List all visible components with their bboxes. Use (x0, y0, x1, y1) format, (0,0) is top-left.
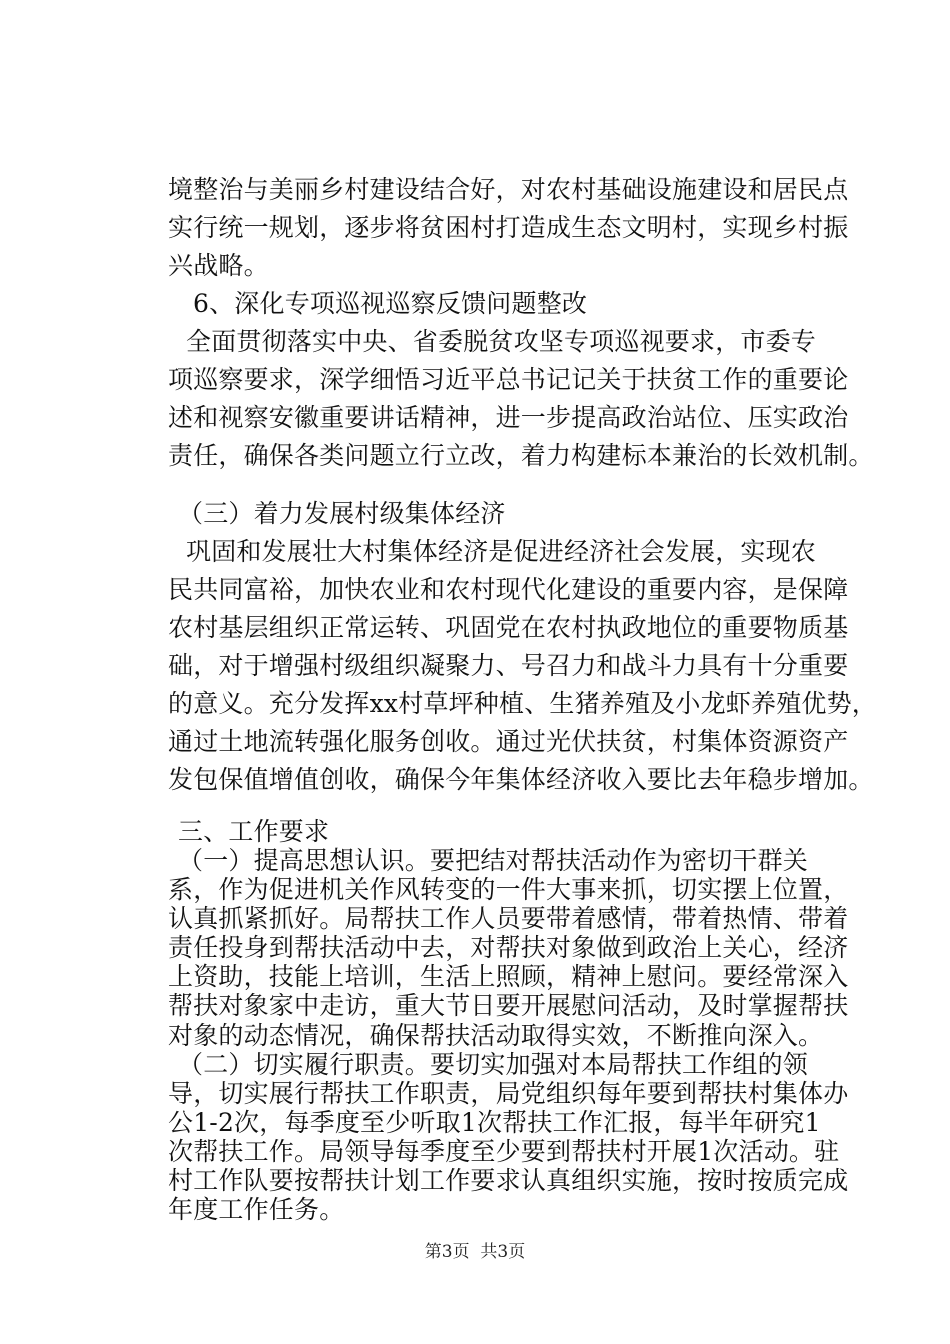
section-heading: 6、深化专项巡视巡察反馈问题整改 (193, 289, 588, 318)
page-footer (0, 1240, 950, 1264)
text-line: 础，对于增强村级组织凝聚力、号召力和战斗力具有十分重要 (168, 651, 849, 680)
text-line: 帮扶对象家中走访，重大节日要开展慰问活动，及时掌握帮扶 (168, 991, 849, 1021)
text-line: 全面贯彻落实中央、省委脱贫攻坚专项巡视要求，市委专 (186, 327, 817, 356)
text-line: 系，作为促进机关作风转变的一件大事来抓，切实摆上位置， (168, 875, 849, 905)
text-line: 上资助，技能上培训，生活上照顾，精神上慰问。要经常深入 (168, 962, 849, 992)
page-number-label: 第3页 共3页 (424, 1242, 526, 1262)
text-line: 公1-2次，每季度至少听取1次帮扶工作汇报，每半年研究1 (168, 1107, 821, 1137)
text-line: 民共同富裕，加快农业和农村现代化建设的重要内容，是保障 (168, 575, 849, 604)
text-line: 的意义。充分发挥xx村草坪种植、生猪养殖及小龙虾养殖优势， (168, 689, 878, 718)
text-line: 导，切实展行帮扶工作职责，局党组织每年要到帮扶村集体办 (168, 1078, 849, 1108)
section-heading: （三）着力发展村级集体经济 (178, 499, 506, 528)
text-line: 境整治与美丽乡村建设结合好，对农村基础设施建设和居民点 (168, 175, 849, 204)
text-line: 实行统一规划，逐步将贫困村打造成生态文明村，实现乡村振 (168, 213, 849, 242)
text-line: 次帮扶工作。局领导每季度至少要到帮扶村开展1次活动。驻 (168, 1136, 840, 1166)
text-line: 农村基层组织正常运转、巩固党在农村执政地位的重要物质基 (168, 613, 849, 642)
text-line: 述和视察安徽重要讲话精神，进一步提高政治站位、压实政治 (168, 403, 849, 432)
text-line: 兴战略。 (168, 251, 269, 280)
text-line: 年度工作任务。 (168, 1195, 345, 1224)
section-heading: 三、工作要求 (178, 817, 330, 846)
text-line: （一）提高思想认识。要把结对帮扶活动作为密切干群关 (178, 846, 809, 876)
text-line: （二）切实履行职责。要切实加强对本局帮扶工作组的领 (178, 1049, 809, 1079)
text-line: 发包保值增值创收，确保今年集体经济收入要比去年稳步增加。 (168, 765, 874, 794)
text-line: 认真抓紧抓好。局帮扶工作人员要带着感情，带着热情、带着 (168, 904, 849, 934)
text-line: 项巡察要求，深学细悟习近平总书记记关于扶贫工作的重要论 (168, 365, 849, 394)
text-line: 责任投身到帮扶活动中去，对帮扶对象做到政治上关心，经济 (168, 933, 849, 963)
text-line: 通过土地流转强化服务创收。通过光伏扶贫，村集体资源资产 (168, 727, 849, 756)
text-line: 巩固和发展壮大村集体经济是促进经济社会发展，实现农 (186, 537, 817, 566)
text-line: 对象的动态情况，确保帮扶活动取得实效，不断推向深入。 (168, 1020, 824, 1050)
text-line: 责任，确保各类问题立行立改，着力构建标本兼治的长效机制。 (168, 441, 874, 470)
text-line: 村工作队要按帮扶计划工作要求认真组织实施，按时按质完成 (168, 1165, 849, 1195)
